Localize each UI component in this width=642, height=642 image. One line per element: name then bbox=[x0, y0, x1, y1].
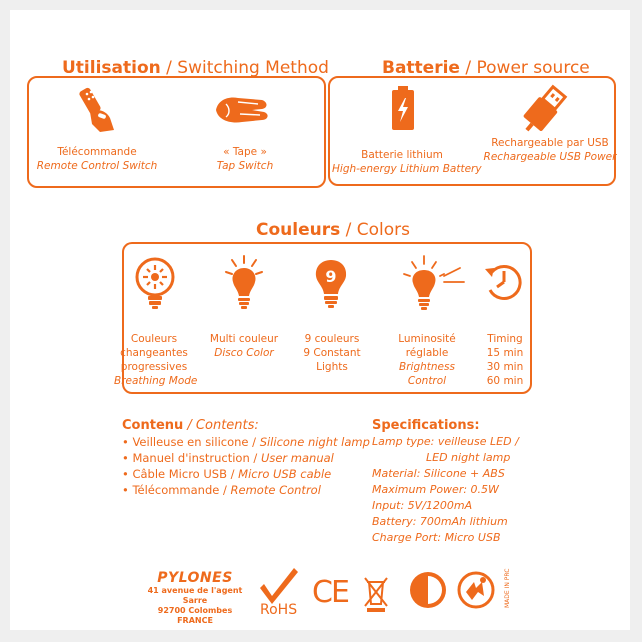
ce-mark-icon: CE bbox=[312, 575, 348, 610]
disco-bulb-icon bbox=[224, 254, 264, 312]
color-item-disco: Multi couleur Disco Color bbox=[209, 333, 279, 359]
brand-block: PYLONES 41 avenue de l'agent Sarre 92700 Colombes FRANCE bbox=[140, 570, 250, 626]
breathing-bulb-icon bbox=[133, 256, 177, 312]
usage-item-remote: Télécommande Remote Control Switch bbox=[36, 146, 158, 172]
contents-item: • Télécommande / Remote Control bbox=[122, 483, 321, 497]
product-sheet bbox=[10, 10, 630, 630]
usb-plug-icon bbox=[518, 84, 568, 138]
recycling-people-icon bbox=[456, 570, 496, 610]
colors-heading: Couleurs / Colors bbox=[256, 220, 411, 240]
battery-item-usb: Rechargeable par USB Rechargeable USB Power bbox=[483, 137, 617, 163]
specifications-heading: Specifications: bbox=[372, 418, 480, 433]
battery-heading: Batterie / Power source bbox=[382, 58, 590, 78]
brand-logo: PYLONES bbox=[157, 570, 233, 586]
contents-item: • Câble Micro USB / Micro USB cable bbox=[122, 467, 332, 481]
remote-control-icon bbox=[76, 84, 122, 134]
made-in-label: MADE IN PRC bbox=[504, 568, 511, 608]
battery-item-lithium: Batterie lithium High-energy Lithium Battery bbox=[332, 149, 482, 175]
rohs-label: RoHS bbox=[260, 602, 298, 618]
crossed-bin-icon bbox=[362, 574, 390, 614]
usage-heading: Utilisation / Switching Method bbox=[62, 58, 329, 78]
color-item-brightness: Luminosité réglable Brightness Control bbox=[398, 333, 456, 387]
usage-item-tap: « Tape » Tap Switch bbox=[216, 146, 274, 172]
tap-hand-icon bbox=[212, 90, 272, 130]
contents-list bbox=[122, 434, 370, 498]
brightness-bulb-icon bbox=[400, 254, 466, 312]
specifications-list: Lamp type: veilleuse LED / LED night lamp Material: Silicone + ABS Maximum Power: 0.5W Input: 5V/1200mA Battery: 700mAh lithium Charge Port: Micro USB bbox=[372, 435, 519, 544]
color-item-breathing: Couleurs changeantes progressives Breathing Mode bbox=[114, 333, 198, 387]
color-item-timing: Timing 15 min 30 min 60 min bbox=[486, 333, 524, 387]
contents-item: • Manuel d'instruction / User manual bbox=[122, 451, 334, 465]
battery-icon bbox=[386, 84, 420, 134]
green-dot-recycling-icon bbox=[408, 570, 448, 610]
contents-item: • Veilleuse en silicone / Silicone night lamp bbox=[122, 435, 370, 449]
timer-icon bbox=[482, 260, 526, 304]
contents-heading: Contenu / Contents: bbox=[122, 418, 259, 433]
nine-badge: 9 bbox=[325, 267, 337, 286]
nine-colors-bulb-icon bbox=[313, 258, 349, 310]
color-item-nine: 9 couleurs 9 Constant Lights bbox=[303, 333, 361, 373]
